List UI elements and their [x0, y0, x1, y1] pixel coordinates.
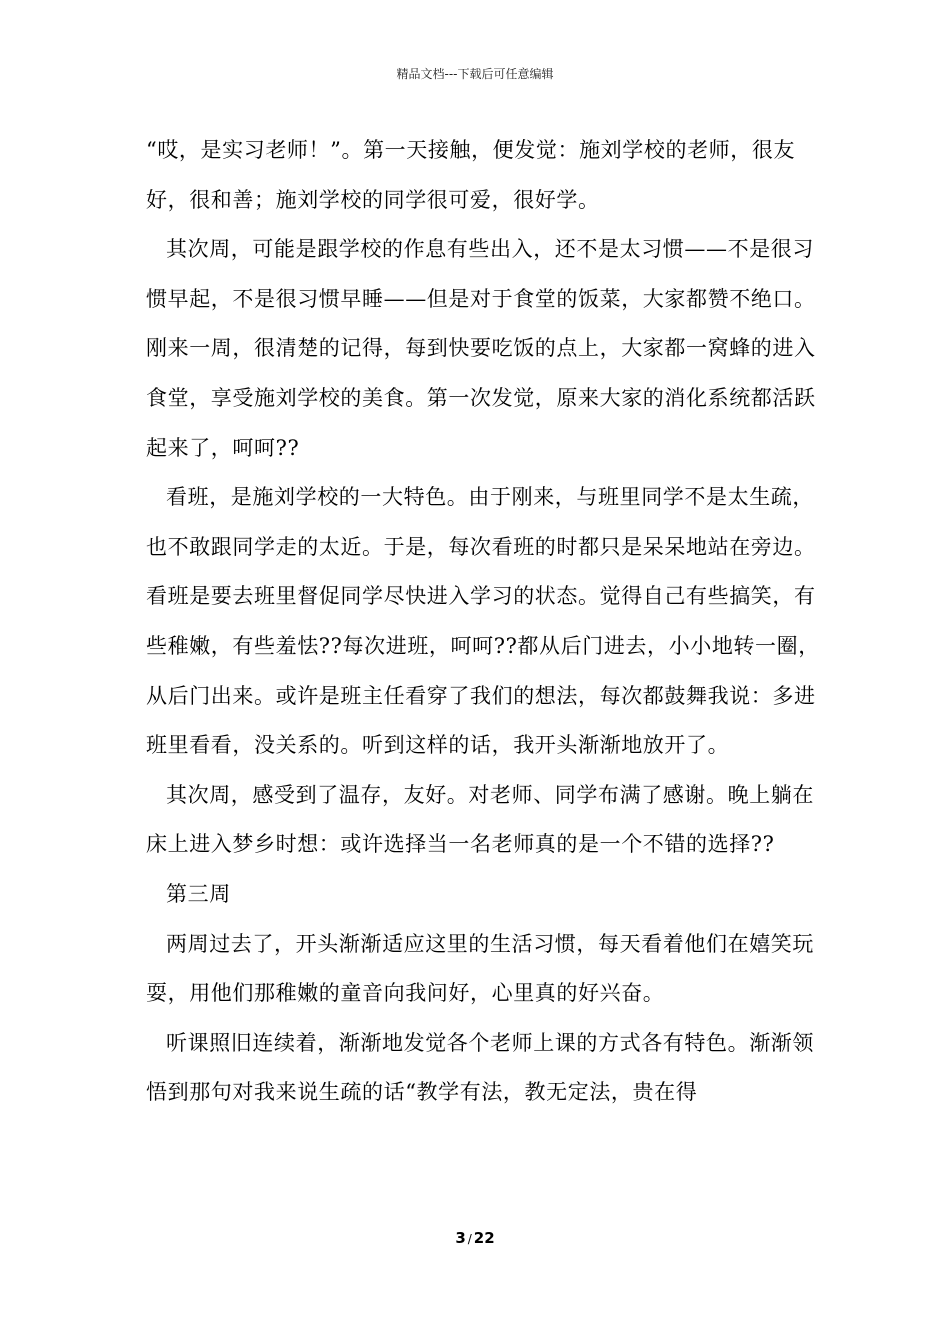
document-body	[146, 126, 826, 1118]
paragraph-3: 看班，是施刘学校的一大特色。由于刚来，与班里同学不是太生疏，也不敢跟同学走的太近。于是，每次看班的时都只是呆呆地站在旁边。看班是要去班里督促同学尽快进入学习的状态。觉得自己有些搞笑，有些稚嫩，有些羞怯??每次进班，呵呵??都从后门进去，小小地转一圈，从后门出来。或许是班主任看穿了我们的想法，每次都鼓舞我说：多进班里看看，没关系的。听到这样的话，我开头渐渐地放开了。	[146, 485, 820, 758]
page-separator: /	[467, 1232, 472, 1246]
paragraph-2: 其次周，可能是跟学校的作息有些出入，还不是太习惯——不是很习惯早起，不是很习惯早睡——但是对于食堂的饭菜，大家都赞不绝口。刚来一周，很清楚的记得，每到快要吃饭的点上，大家都一窝蜂的进入食堂，享受施刘学校的美食。第一次发觉，原来大家的消化系统都活跃起来了，呵呵??	[146, 237, 816, 460]
section-heading-week-3: 第三周	[166, 881, 231, 906]
paragraph-6: 听课照旧连续着，渐渐地发觉各个老师上课的方式各有特色。渐渐领悟到那句对我来说生疏的话“教学有法，教无定法，贵在得	[146, 1030, 814, 1105]
current-page: 3	[455, 1229, 466, 1247]
paragraph-1: “哎，是实习老师！”。第一天接触，便发觉：施刘学校的老师，很友好，很和善；施刘学校的同学很可爱，很好学。	[146, 138, 796, 212]
page-header: 精品文档---下载后可任意编辑	[396, 67, 554, 81]
total-pages: 22	[473, 1229, 495, 1247]
paragraph-5: 两周过去了，开头渐渐适应这里的生活习惯，每天看着他们在嬉笑玩耍，用他们那稚嫩的童音向我问好，心里真的好兴奋。	[146, 931, 814, 1006]
paragraph-4: 其次周，感受到了温存，友好。对老师、同学布满了感谢。晚上躺在床上进入梦乡时想：或许选择当一名老师真的是一个不错的选择??	[146, 782, 814, 857]
page-number	[0, 1228, 950, 1249]
